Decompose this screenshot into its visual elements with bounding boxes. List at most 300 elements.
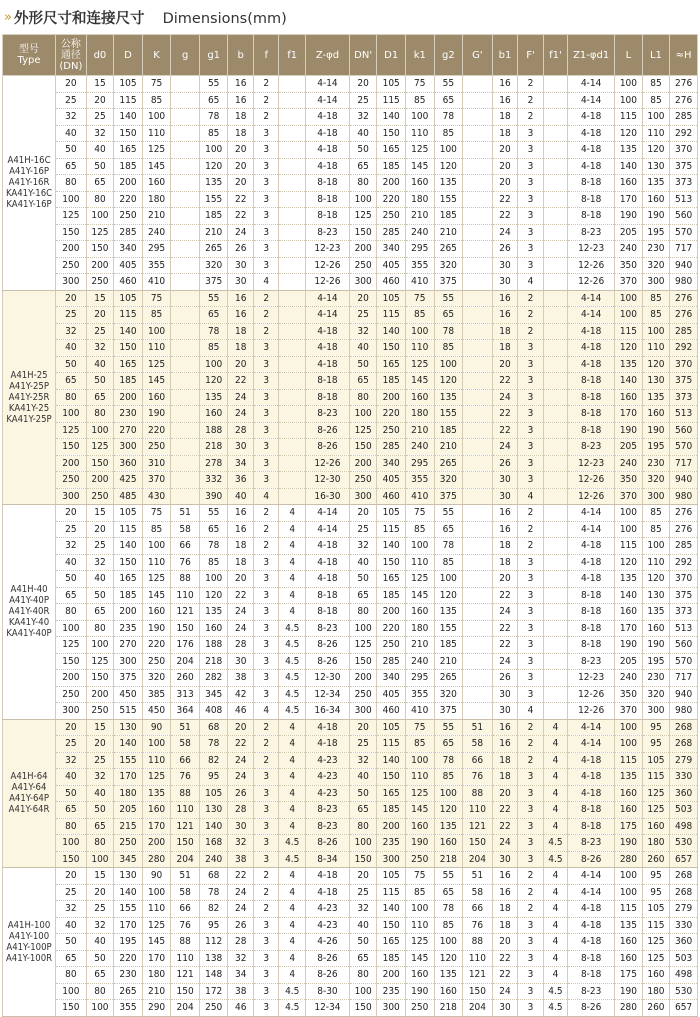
table-row: [3, 175, 698, 192]
table-cell: 185: [434, 637, 463, 654]
table-cell: 8-18: [306, 373, 350, 390]
table-row: [3, 538, 698, 555]
table-cell: 4-18: [568, 323, 615, 340]
table-cell: 150: [86, 670, 114, 687]
table-cell: 190: [615, 208, 643, 225]
table-cell: 3: [518, 406, 544, 423]
table-cell: 265: [199, 241, 228, 258]
table-cell: 195: [114, 934, 143, 951]
table-cell: 330: [670, 917, 698, 934]
table-cell: 58: [463, 736, 493, 753]
table-cell: 115: [377, 884, 406, 901]
table-cell: 4.5: [279, 851, 306, 868]
table-cell: 50: [86, 802, 114, 819]
table-cell: [543, 109, 567, 126]
table-cell: 28: [228, 802, 254, 819]
table-cell: 980: [670, 703, 698, 720]
table-cell: 4.5: [543, 983, 567, 1000]
table-cell: 145: [142, 587, 171, 604]
table-cell: 75: [405, 505, 434, 522]
table-cell: [279, 488, 306, 505]
table-cell: [279, 422, 306, 439]
table-cell: 3: [518, 1000, 544, 1017]
table-cell: [543, 373, 567, 390]
table-row: [3, 455, 698, 472]
table-cell: 130: [642, 587, 670, 604]
table-cell: 160: [615, 934, 643, 951]
table-cell: 16: [228, 505, 254, 522]
table-cell: 55: [434, 719, 463, 736]
table-cell: 105: [377, 76, 406, 93]
table-row: [3, 587, 698, 604]
table-cell: 940: [670, 257, 698, 274]
table-cell: 4: [279, 901, 306, 918]
table-cell: 4: [543, 719, 567, 736]
table-cell: 40: [86, 142, 114, 159]
table-cell: 50: [56, 142, 87, 159]
table-row: [3, 653, 698, 670]
table-cell: 3: [518, 422, 544, 439]
table-cell: 38: [228, 670, 254, 687]
table-cell: 3: [518, 142, 544, 159]
table-cell: 160: [434, 983, 463, 1000]
table-cell: 185: [377, 587, 406, 604]
table-cell: 4-18: [306, 884, 350, 901]
table-cell: 20: [349, 76, 377, 93]
table-cell: 190: [615, 637, 643, 654]
table-cell: 8-18: [568, 389, 615, 406]
table-cell: [171, 439, 200, 456]
table-cell: 125: [405, 934, 434, 951]
table-cell: 4-14: [306, 92, 350, 109]
table-cell: [463, 323, 493, 340]
table-cell: 3: [253, 455, 279, 472]
table-cell: 130: [114, 868, 143, 885]
table-cell: 115: [615, 109, 643, 126]
table-cell: [171, 488, 200, 505]
table-cell: [171, 175, 200, 192]
table-cell: 285: [114, 224, 143, 241]
table-cell: 65: [86, 389, 114, 406]
table-cell: 125: [142, 769, 171, 786]
table-cell: 370: [615, 488, 643, 505]
table-cell: 55: [199, 76, 228, 93]
table-cell: 135: [434, 604, 463, 621]
table-cell: 88: [463, 934, 493, 951]
table-cell: 405: [377, 472, 406, 489]
table-cell: 235: [114, 620, 143, 637]
table-cell: [171, 191, 200, 208]
table-cell: 280: [615, 851, 643, 868]
model-type-label: A41Y-40R: [8, 606, 50, 618]
table-cell: 100: [56, 191, 87, 208]
table-cell: 12-26: [306, 274, 350, 291]
table-row: [3, 257, 698, 274]
table-cell: 20: [492, 158, 518, 175]
table-cell: 195: [642, 439, 670, 456]
table-cell: 4-23: [306, 901, 350, 918]
table-cell: 130: [114, 719, 143, 736]
table-cell: 135: [615, 356, 643, 373]
table-cell: 160: [642, 620, 670, 637]
table-row: [3, 950, 698, 967]
table-cell: 105: [377, 290, 406, 307]
table-cell: 80: [349, 818, 377, 835]
table-cell: 36: [228, 472, 254, 489]
table-row: [3, 802, 698, 819]
table-cell: [543, 158, 567, 175]
table-cell: 26: [228, 241, 254, 258]
table-cell: 4-18: [306, 554, 350, 571]
table-cell: [543, 455, 567, 472]
table-cell: 30: [228, 257, 254, 274]
table-cell: 22: [492, 950, 518, 967]
table-cell: 4.5: [279, 670, 306, 687]
table-cell: 8-18: [568, 950, 615, 967]
table-cell: 3: [253, 191, 279, 208]
column-header: Z-φd: [306, 35, 350, 76]
table-cell: 460: [377, 488, 406, 505]
table-cell: 330: [670, 769, 698, 786]
table-cell: 370: [615, 274, 643, 291]
table-cell: 3: [253, 472, 279, 489]
table-cell: 55: [434, 505, 463, 522]
table-cell: 185: [377, 802, 406, 819]
table-cell: 350: [615, 472, 643, 489]
table-cell: 25: [56, 521, 87, 538]
table-cell: 95: [642, 868, 670, 885]
table-cell: 150: [463, 835, 493, 852]
table-cell: 292: [670, 554, 698, 571]
table-cell: 530: [670, 983, 698, 1000]
table-cell: [279, 274, 306, 291]
table-cell: 24: [492, 983, 518, 1000]
table-cell: 115: [642, 769, 670, 786]
table-cell: [543, 274, 567, 291]
table-cell: 405: [377, 257, 406, 274]
table-cell: [463, 125, 493, 142]
table-cell: 3: [518, 934, 544, 951]
table-cell: 12-26: [568, 488, 615, 505]
table-row: [3, 620, 698, 637]
table-row: [3, 934, 698, 951]
table-cell: 58: [171, 521, 200, 538]
table-cell: [463, 686, 493, 703]
model-type-cell: [3, 719, 56, 868]
table-cell: 12-34: [306, 1000, 350, 1017]
column-header: D: [114, 35, 143, 76]
table-cell: 25: [56, 884, 87, 901]
table-cell: 220: [377, 620, 406, 637]
table-cell: 88: [463, 785, 493, 802]
table-cell: 285: [377, 439, 406, 456]
table-cell: 2: [253, 719, 279, 736]
table-cell: [543, 620, 567, 637]
title-zh: 外形尺寸和连接尺寸: [13, 10, 145, 27]
model-type-label: A41H-25: [10, 369, 48, 381]
table-row: [3, 125, 698, 142]
table-cell: 250: [349, 472, 377, 489]
table-cell: 210: [405, 208, 434, 225]
table-cell: 4.5: [279, 703, 306, 720]
table-cell: 570: [670, 653, 698, 670]
table-cell: 2: [518, 736, 544, 753]
table-cell: 180: [642, 835, 670, 852]
table-cell: 2: [253, 868, 279, 885]
table-cell: 513: [670, 620, 698, 637]
table-row: [3, 422, 698, 439]
table-cell: 135: [434, 818, 463, 835]
table-cell: 15: [86, 868, 114, 885]
table-cell: 125: [642, 934, 670, 951]
table-cell: [463, 274, 493, 291]
table-cell: 2: [518, 323, 544, 340]
table-cell: 140: [377, 323, 406, 340]
model-type-label: KA41Y-25P: [6, 413, 52, 425]
table-cell: [543, 142, 567, 159]
table-cell: 3: [253, 802, 279, 819]
table-cell: 100: [405, 538, 434, 555]
table-cell: 180: [405, 191, 434, 208]
table-cell: 8-23: [568, 439, 615, 456]
table-cell: [463, 208, 493, 225]
table-cell: 4-14: [568, 92, 615, 109]
table-cell: 125: [405, 785, 434, 802]
table-cell: 40: [349, 125, 377, 142]
table-cell: 22: [492, 637, 518, 654]
table-cell: 160: [615, 604, 643, 621]
table-cell: 4.5: [543, 851, 567, 868]
table-cell: 16: [492, 884, 518, 901]
table-cell: 4-18: [568, 158, 615, 175]
table-cell: 4-23: [306, 785, 350, 802]
table-cell: 85: [642, 505, 670, 522]
table-cell: 8-23: [306, 802, 350, 819]
table-row: [3, 521, 698, 538]
table-cell: 230: [114, 967, 143, 984]
page-title-bar: [0, 0, 700, 34]
table-cell: 265: [114, 983, 143, 1000]
table-cell: 8-18: [306, 587, 350, 604]
table-cell: 300: [642, 274, 670, 291]
table-cell: 88: [171, 934, 200, 951]
table-cell: 18: [492, 769, 518, 786]
table-cell: 204: [171, 653, 200, 670]
table-cell: 320: [142, 670, 171, 687]
table-cell: 8-18: [306, 389, 350, 406]
table-cell: 12-30: [306, 670, 350, 687]
table-cell: [463, 653, 493, 670]
table-cell: 20: [228, 158, 254, 175]
table-cell: 170: [615, 406, 643, 423]
table-cell: 320: [642, 257, 670, 274]
table-cell: [543, 554, 567, 571]
table-row: [3, 323, 698, 340]
table-cell: [171, 422, 200, 439]
table-cell: 22: [228, 868, 254, 885]
table-cell: 2: [518, 290, 544, 307]
table-cell: 88: [171, 785, 200, 802]
table-cell: 135: [199, 604, 228, 621]
table-cell: 85: [642, 307, 670, 324]
table-cell: [463, 92, 493, 109]
dimensions-table: [2, 34, 698, 1017]
table-cell: 78: [199, 538, 228, 555]
table-cell: 160: [142, 175, 171, 192]
table-cell: [279, 439, 306, 456]
table-cell: 40: [349, 917, 377, 934]
table-cell: [463, 389, 493, 406]
table-cell: 4-18: [306, 109, 350, 126]
table-cell: 4-18: [306, 356, 350, 373]
table-cell: 4-18: [568, 125, 615, 142]
table-cell: 12-30: [306, 472, 350, 489]
table-cell: 145: [405, 587, 434, 604]
model-type-label: A41H-64: [10, 771, 48, 783]
table-cell: 46: [228, 703, 254, 720]
table-cell: 125: [142, 356, 171, 373]
table-cell: 3: [518, 373, 544, 390]
table-cell: 25: [349, 307, 377, 324]
table-row: [3, 884, 698, 901]
table-cell: 150: [56, 851, 87, 868]
table-cell: 200: [349, 455, 377, 472]
table-cell: 160: [405, 175, 434, 192]
table-cell: 2: [253, 538, 279, 555]
table-cell: 68: [199, 719, 228, 736]
table-cell: 155: [434, 191, 463, 208]
table-cell: 268: [670, 884, 698, 901]
table-cell: 2: [253, 92, 279, 109]
table-cell: 130: [199, 802, 228, 819]
table-cell: 90: [142, 719, 171, 736]
table-cell: 170: [114, 917, 143, 934]
table-cell: 4-18: [568, 554, 615, 571]
table-cell: 30: [492, 274, 518, 291]
table-cell: 2: [253, 736, 279, 753]
table-cell: 76: [171, 917, 200, 934]
table-row: [3, 109, 698, 126]
table-cell: 18: [492, 340, 518, 357]
model-type-label: A41Y-100: [8, 930, 50, 942]
table-cell: 4-14: [568, 884, 615, 901]
table-cell: 4: [518, 274, 544, 291]
table-cell: 135: [615, 917, 643, 934]
table-cell: 110: [142, 340, 171, 357]
table-cell: 82: [199, 901, 228, 918]
table-cell: 24: [492, 224, 518, 241]
table-cell: 22: [228, 736, 254, 753]
table-cell: 980: [670, 488, 698, 505]
table-cell: 135: [615, 142, 643, 159]
table-cell: 8-18: [568, 587, 615, 604]
table-cell: 160: [405, 818, 434, 835]
table-cell: 40: [228, 488, 254, 505]
table-cell: 135: [434, 389, 463, 406]
table-cell: 940: [670, 686, 698, 703]
table-cell: 276: [670, 307, 698, 324]
table-cell: 150: [114, 554, 143, 571]
table-cell: 65: [434, 736, 463, 753]
table-cell: 332: [199, 472, 228, 489]
table-cell: [543, 703, 567, 720]
table-cell: 657: [670, 851, 698, 868]
column-header: g: [171, 35, 200, 76]
table-cell: 78: [434, 323, 463, 340]
table-cell: [463, 241, 493, 258]
table-cell: 230: [642, 670, 670, 687]
table-cell: 135: [199, 175, 228, 192]
table-cell: 4: [543, 917, 567, 934]
table-cell: 85: [199, 554, 228, 571]
table-cell: 3: [518, 653, 544, 670]
table-cell: 135: [199, 389, 228, 406]
table-row: [3, 472, 698, 489]
column-header: K: [142, 35, 171, 76]
table-cell: 140: [199, 818, 228, 835]
table-cell: 18: [228, 323, 254, 340]
table-cell: 51: [463, 868, 493, 885]
table-cell: 4: [543, 967, 567, 984]
table-cell: 190: [405, 835, 434, 852]
table-cell: 3: [253, 670, 279, 687]
table-cell: 76: [463, 769, 493, 786]
table-row: [3, 406, 698, 423]
table-cell: 4: [253, 488, 279, 505]
table-cell: 260: [642, 851, 670, 868]
table-cell: [463, 142, 493, 159]
table-cell: 125: [86, 439, 114, 456]
table-row: [3, 208, 698, 225]
table-cell: 100: [615, 76, 643, 93]
table-cell: 110: [463, 950, 493, 967]
table-cell: 125: [142, 142, 171, 159]
table-cell: 115: [615, 323, 643, 340]
table-cell: 3: [253, 142, 279, 159]
table-cell: 120: [199, 158, 228, 175]
table-cell: 24: [492, 604, 518, 621]
table-cell: 165: [377, 571, 406, 588]
table-cell: 265: [434, 241, 463, 258]
table-cell: 24: [492, 439, 518, 456]
table-cell: 50: [56, 934, 87, 951]
table-cell: 25: [86, 538, 114, 555]
table-cell: 55: [434, 868, 463, 885]
table-cell: 100: [86, 851, 114, 868]
table-cell: 375: [670, 158, 698, 175]
table-cell: 16: [492, 92, 518, 109]
table-cell: 3: [253, 835, 279, 852]
table-cell: 100: [434, 571, 463, 588]
table-cell: 30: [492, 851, 518, 868]
table-cell: 3: [253, 356, 279, 373]
table-cell: 50: [86, 158, 114, 175]
table-cell: 125: [642, 950, 670, 967]
table-cell: [543, 505, 567, 522]
table-cell: 460: [377, 703, 406, 720]
table-cell: 276: [670, 505, 698, 522]
table-cell: 4: [279, 554, 306, 571]
table-cell: [279, 241, 306, 258]
table-cell: 340: [377, 455, 406, 472]
column-header: DN': [349, 35, 377, 76]
table-cell: 373: [670, 604, 698, 621]
table-cell: 160: [642, 967, 670, 984]
table-cell: 16: [228, 92, 254, 109]
table-cell: [171, 274, 200, 291]
table-cell: 115: [114, 521, 143, 538]
table-cell: [463, 175, 493, 192]
